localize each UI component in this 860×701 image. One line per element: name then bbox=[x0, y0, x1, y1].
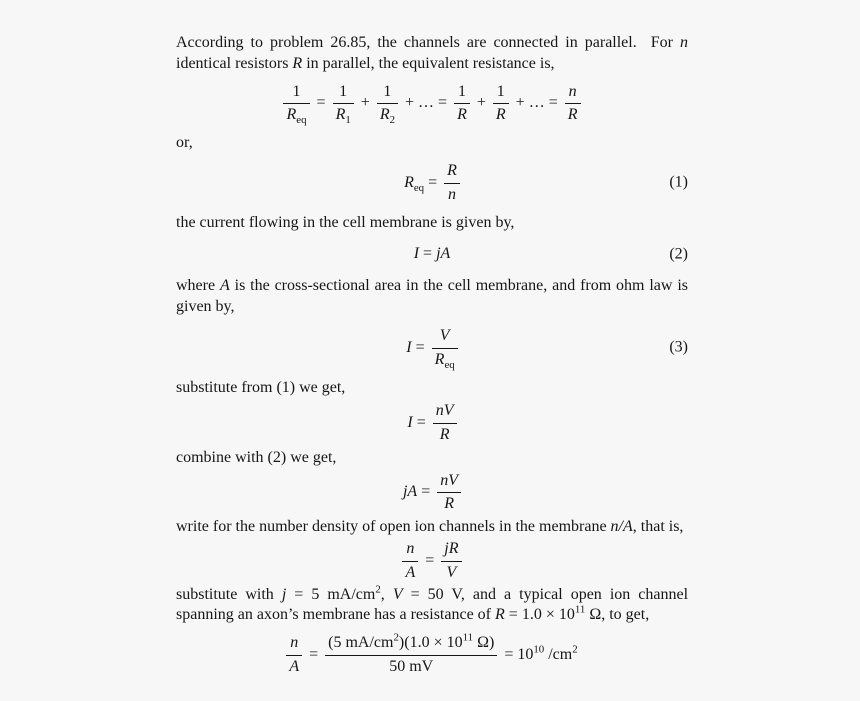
fraction bbox=[286, 633, 302, 678]
fraction-denominator: $R_1$ bbox=[335, 106, 351, 127]
paragraph-where: where A is the cross-sectional area in the cell membrane, and from ohm law is given by, bbox=[176, 277, 688, 315]
fraction-numerator: V bbox=[432, 326, 458, 349]
fraction-denominator: n bbox=[448, 185, 457, 203]
equation-content bbox=[403, 471, 461, 516]
equation-current-density bbox=[176, 244, 688, 265]
operator: = bbox=[309, 646, 319, 664]
equation-number: (1) bbox=[669, 173, 688, 191]
paragraph-write-density: write for the number density of open ion channels in the membrane n/A, that is, bbox=[176, 518, 684, 536]
paragraph-substitute-values: substitute with j = 5 $mA/cm^2$, V = 50 V, and a typical open ion channel spanning an axon’s membrane has a resistance of $R = 1.0 \times 10^{11}$ Ω, to get, bbox=[176, 583, 689, 624]
operator: + bbox=[476, 94, 486, 112]
paragraph-intro: According to problem 26.85, the channels are connected in parallel. For n identical resistors R in parallel, the equivalent resistance is, bbox=[176, 34, 688, 72]
fraction-denominator: A bbox=[405, 563, 416, 581]
operator: = bbox=[425, 551, 435, 569]
fraction-numerator: n bbox=[565, 82, 581, 105]
fraction bbox=[325, 633, 497, 678]
equation-content bbox=[404, 161, 460, 206]
fraction-denominator: R bbox=[439, 425, 450, 443]
equation-final bbox=[176, 633, 688, 678]
paragraph-or: or, bbox=[176, 134, 193, 152]
fraction bbox=[433, 401, 457, 446]
fraction bbox=[565, 82, 581, 127]
equation-ja-nv-r bbox=[176, 471, 688, 516]
fraction bbox=[444, 161, 460, 206]
fraction-denominator: V bbox=[446, 563, 457, 581]
equation-content bbox=[402, 539, 461, 584]
equation-ohm bbox=[176, 326, 688, 371]
fraction bbox=[454, 82, 470, 127]
equation-content bbox=[414, 244, 451, 265]
operator: + … = bbox=[405, 94, 448, 112]
fraction-numerator: n bbox=[402, 539, 418, 562]
fraction-denominator: R bbox=[444, 495, 455, 513]
equation-content bbox=[286, 633, 577, 678]
fraction-numerator: 1 bbox=[493, 82, 509, 105]
equation-density bbox=[176, 539, 688, 584]
fraction-numerator: 1 bbox=[454, 82, 470, 105]
equation-content bbox=[283, 82, 580, 127]
fraction-denominator: R bbox=[457, 106, 467, 124]
equation-number: (2) bbox=[669, 245, 688, 263]
fraction-denominator: $R_2$ bbox=[379, 106, 396, 127]
paragraph-current: the current flowing in the cell membrane is given by, bbox=[176, 213, 515, 231]
fraction bbox=[493, 82, 509, 127]
fraction-numerator: nV bbox=[437, 471, 461, 494]
fraction-numerator: R bbox=[444, 161, 460, 184]
equation-lhs: $R_{eq}$ = bbox=[404, 173, 438, 195]
equation-lhs: jA = bbox=[402, 483, 431, 501]
equation-i-nv-r bbox=[176, 401, 688, 446]
fraction-numerator: jR bbox=[441, 539, 461, 562]
fraction-numerator: (5 $mA/cm^2)(1.0 \times 10^{11}$ Ω) bbox=[325, 633, 497, 656]
operator: + … = bbox=[515, 94, 558, 112]
equation-content bbox=[406, 326, 457, 371]
fraction-denominator: R bbox=[495, 106, 506, 124]
equation-number: (3) bbox=[669, 338, 688, 356]
fraction bbox=[441, 539, 461, 584]
fraction bbox=[377, 82, 398, 127]
fraction-numerator: nV bbox=[433, 401, 457, 424]
fraction bbox=[283, 82, 309, 127]
fraction bbox=[437, 471, 461, 516]
equation-content bbox=[407, 401, 456, 446]
solution-body bbox=[176, 33, 688, 685]
equation-result: = $10^{10}$ $/cm^2$ bbox=[504, 643, 578, 664]
fraction-denominator: A bbox=[289, 657, 300, 675]
fraction-numerator: 1 bbox=[283, 82, 309, 105]
fraction-denominator: R bbox=[567, 106, 578, 124]
equation-lhs: I = bbox=[406, 338, 425, 356]
fraction-denominator: $R_{eq}$ bbox=[434, 350, 455, 371]
equation-req bbox=[176, 161, 688, 206]
fraction bbox=[402, 539, 418, 584]
equation-lhs: I = bbox=[407, 414, 426, 432]
fraction-numerator: n bbox=[286, 633, 302, 656]
equation-body: I = jA bbox=[413, 245, 451, 263]
fraction-denominator: 50 mV bbox=[389, 657, 434, 675]
equation-parallel-sum bbox=[176, 82, 688, 127]
fraction-numerator: 1 bbox=[377, 82, 398, 105]
paragraph-substitute-1: substitute from (1) we get, bbox=[176, 379, 346, 397]
fraction bbox=[432, 326, 458, 371]
operator: = bbox=[316, 94, 326, 112]
paragraph-combine-2: combine with (2) we get, bbox=[176, 448, 337, 466]
fraction bbox=[333, 82, 354, 127]
operator: + bbox=[360, 94, 370, 112]
fraction-numerator: 1 bbox=[333, 82, 354, 105]
fraction-denominator: $R_{eq}$ bbox=[286, 106, 307, 127]
